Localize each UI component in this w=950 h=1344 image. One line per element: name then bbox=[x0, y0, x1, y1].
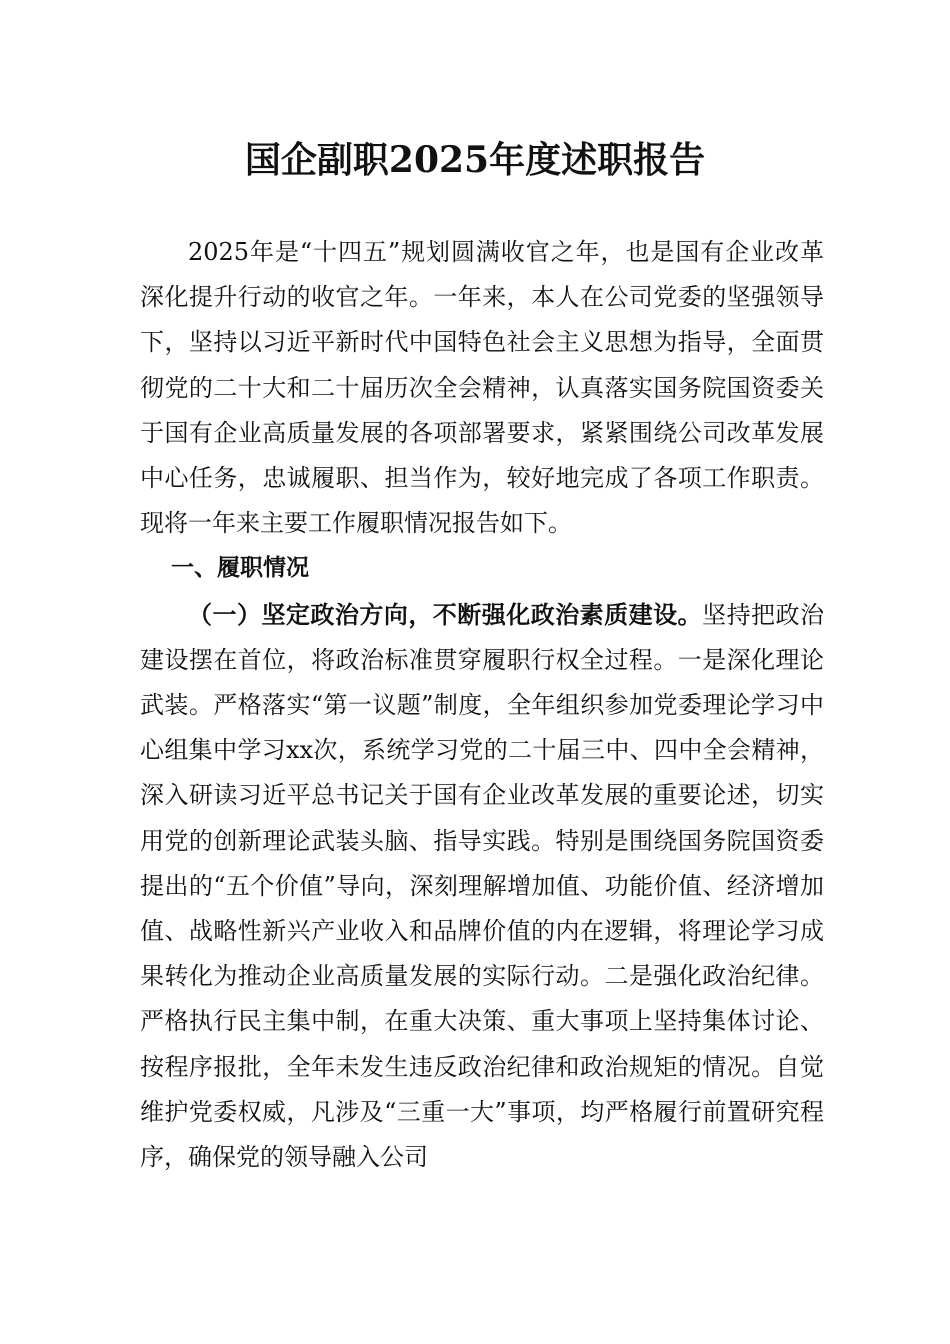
section-heading: 一、履职情况 bbox=[171, 555, 310, 582]
subsection-paragraph bbox=[140, 592, 824, 1181]
intro-paragraph: 2025年是“十四五”规划圆满收官之年，也是国有企业改革深化提升行动的收官之年。一年来，本人在公司党委的坚强领导下，坚持以习近平新时代中国特色社会主义思想为指导，全面贯彻党的二十大和二十届历次全会精神，认真落实国务院国资委关于国有企业高质量发展的各项部署要求，紧紧围绕公司改革发展中心任务，忠诚履职、担当作为，较好地完成了各项工作职责。现将一年来主要工作履职情况报告如下。 bbox=[140, 238, 824, 538]
document-body bbox=[140, 230, 824, 1180]
subsection-body: 坚持把政治建设摆在首位，将政治标准贯穿履职行权全过程。一是深化理论武装。严格落实“第一议题”制度，全年组织参加党委理论学习中心组集中学习xx次，系统学习党的二十届三中、四中全会精神，深入研读习近平总书记关于国有企业改革发展的重要论述，切实用党的创新理论武装头脑、指导实践。特别是围绕国务院国资委提出的“五个价值”导向，深刻理解增加值、功能价值、经济增加值、战略性新兴产业收入和品牌价值的内在逻辑，将理论学习成果转化为推动企业高质量发展的实际行动。二是强化政治纪律。严格执行民主集中制，在重大决策、重大事项上坚持集体讨论、按程序报批，全年未发生违反政治纪律和政治规矩的情况。自觉维护党委权威，凡涉及“三重一大”事项，均严格履行前置研究程序，确保党的领导融入公司 bbox=[140, 600, 825, 1172]
document-title: 国企副职2025年度述职报告 bbox=[244, 139, 706, 181]
subsection-heading: （一）坚定政治方向，不断强化政治素质建设。 bbox=[188, 599, 703, 629]
